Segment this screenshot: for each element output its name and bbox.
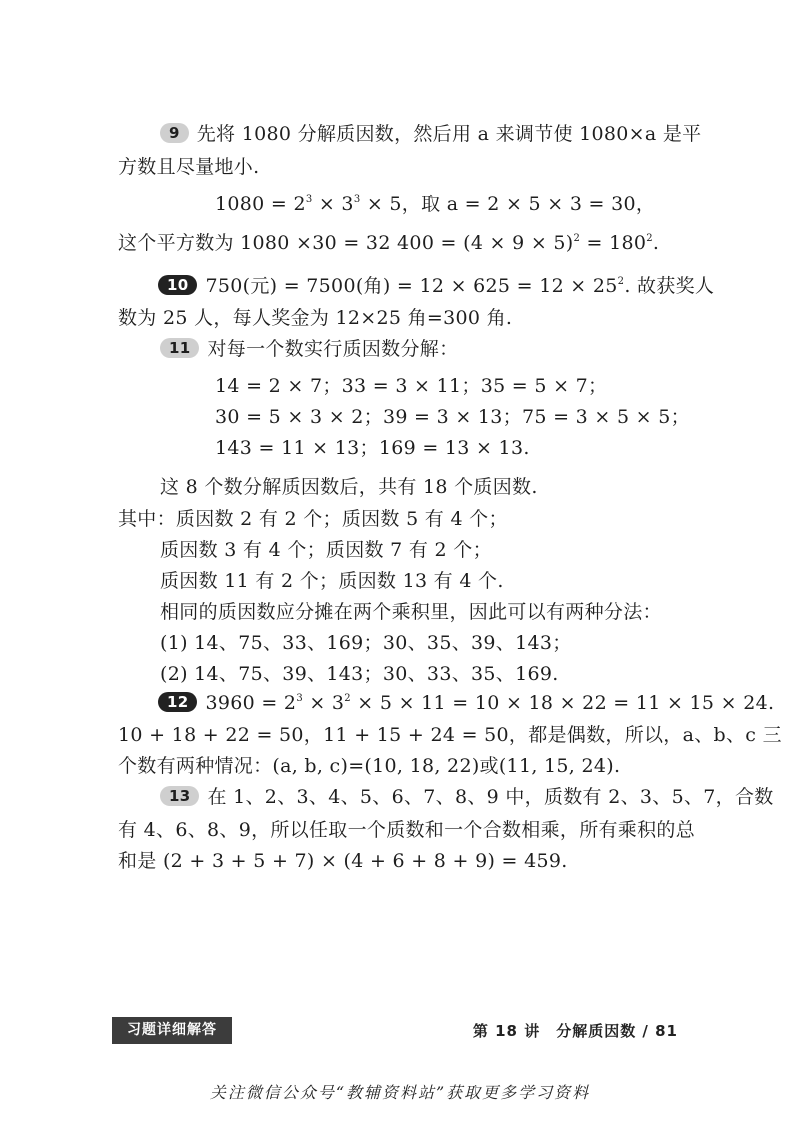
problem-11-text-2: 这 8 个数分解质因数后，共有 18 个质因数.: [160, 476, 538, 498]
exponent: 2: [646, 233, 653, 244]
eq-part: 3960 = 2: [205, 692, 297, 714]
problem-11-text-3: 其中：质因数 2 有 2 个；质因数 5 有 4 个；: [118, 508, 508, 530]
exponent: 3: [296, 693, 303, 704]
problem-12-line-3: 个数有两种情况：(a, b, c)=(10, 18, 22)或(11, 15, 24).: [118, 755, 621, 777]
eq-part: × 3: [312, 193, 354, 215]
problem-13-text-1: 在 1、2、3、4、5、6、7、8、9 中，质数有 2、3、5、7，合数: [207, 786, 774, 808]
exponent: 2: [573, 233, 581, 244]
problem-number-badge: 13: [160, 786, 199, 806]
problem-11-equation-3: 143 = 11 × 13；169 = 13 × 13.: [215, 437, 530, 459]
problem-number-badge: 12: [158, 692, 197, 712]
problem-9-line-1: [160, 121, 701, 147]
problem-11-text-6: 相同的质因数应分摊在两个乘积里，因此可以有两种分法：: [160, 601, 662, 623]
problem-9-text-1: 先将 1080 分解质因数，然后用 a 来调节使 1080×a 是平: [196, 123, 702, 145]
watermark-text: 关注微信公众号“教辅资料站”获取更多学习资料: [209, 1083, 591, 1102]
problem-9-line-4: [118, 230, 659, 256]
problem-number-badge: 9: [160, 123, 189, 143]
eq-part: × 5 × 11 = 10 × 18 × 22 = 11 × 15 × 24.: [350, 692, 775, 714]
exponent: 3: [305, 194, 313, 205]
problem-11-text-5: 质因数 11 有 2 个；质因数 13 有 4 个.: [160, 570, 504, 592]
problem-number-badge: 11: [160, 338, 199, 358]
section-label: 习题详细解答: [112, 1017, 232, 1044]
problem-11-text-8: (2) 14、75、39、143；30、33、35、169.: [160, 663, 559, 685]
eq-part: × 5，取 a = 2 × 5 × 3 = 30，: [360, 193, 656, 215]
eq-part: 这个平方数为 1080 ×30 = 32 400 = (4 × 9 × 5): [118, 232, 574, 254]
problem-10-line-1: [158, 273, 714, 299]
chapter-page-number: 第 18 讲 分解质因数 / 81: [472, 1022, 678, 1040]
problem-10-line-2: 数为 25 人，每人奖金为 12×25 角=300 角.: [118, 307, 513, 329]
problem-13-line-2: 有 4、6、8、9，所以任取一个质数和一个合数相乘，所有乘积的总: [118, 819, 695, 841]
problem-11-equation-1: 14 = 2 × 7；33 = 3 × 11；35 = 5 × 7；: [215, 375, 608, 397]
eq-part: × 3: [303, 692, 345, 714]
problem-11-equation-2: 30 = 5 × 3 × 2；39 = 3 × 13；75 = 3 × 5 × 5；: [215, 406, 690, 428]
problem-13-line-1: [160, 784, 774, 810]
eq-part: 1080 = 2: [215, 193, 306, 215]
eq-part: 750(元) = 7500(角) = 12 × 625 = 12 × 25: [205, 275, 618, 297]
eq-part: .: [652, 232, 660, 254]
problem-11-line-1: [160, 336, 458, 362]
exponent: 3: [353, 194, 361, 205]
problem-number-badge: 10: [158, 275, 197, 295]
exponent: 2: [617, 276, 625, 287]
problem-11-text-1: 对每一个数实行质因数分解：: [207, 338, 459, 360]
problem-12-line-1: [158, 690, 774, 716]
eq-part: = 180: [580, 232, 647, 254]
problem-12-line-2: 10 + 18 + 22 = 50，11 + 15 + 24 = 50，都是偶数，所以，a、b、c 三: [118, 724, 782, 746]
problem-13-line-3: 和是 (2 + 3 + 5 + 7) × (4 + 6 + 8 + 9) = 459.: [118, 850, 568, 872]
problem-11-text-7: (1) 14、75、33、169；30、35、39、143；: [160, 632, 572, 654]
problem-9-equation: [215, 191, 655, 217]
eq-part: . 故获奖人: [624, 275, 715, 297]
problem-9-line-2: 方数且尽量地小.: [118, 156, 260, 178]
exponent: 2: [344, 693, 351, 704]
problem-11-text-4: 质因数 3 有 4 个；质因数 7 有 2 个；: [160, 539, 492, 561]
